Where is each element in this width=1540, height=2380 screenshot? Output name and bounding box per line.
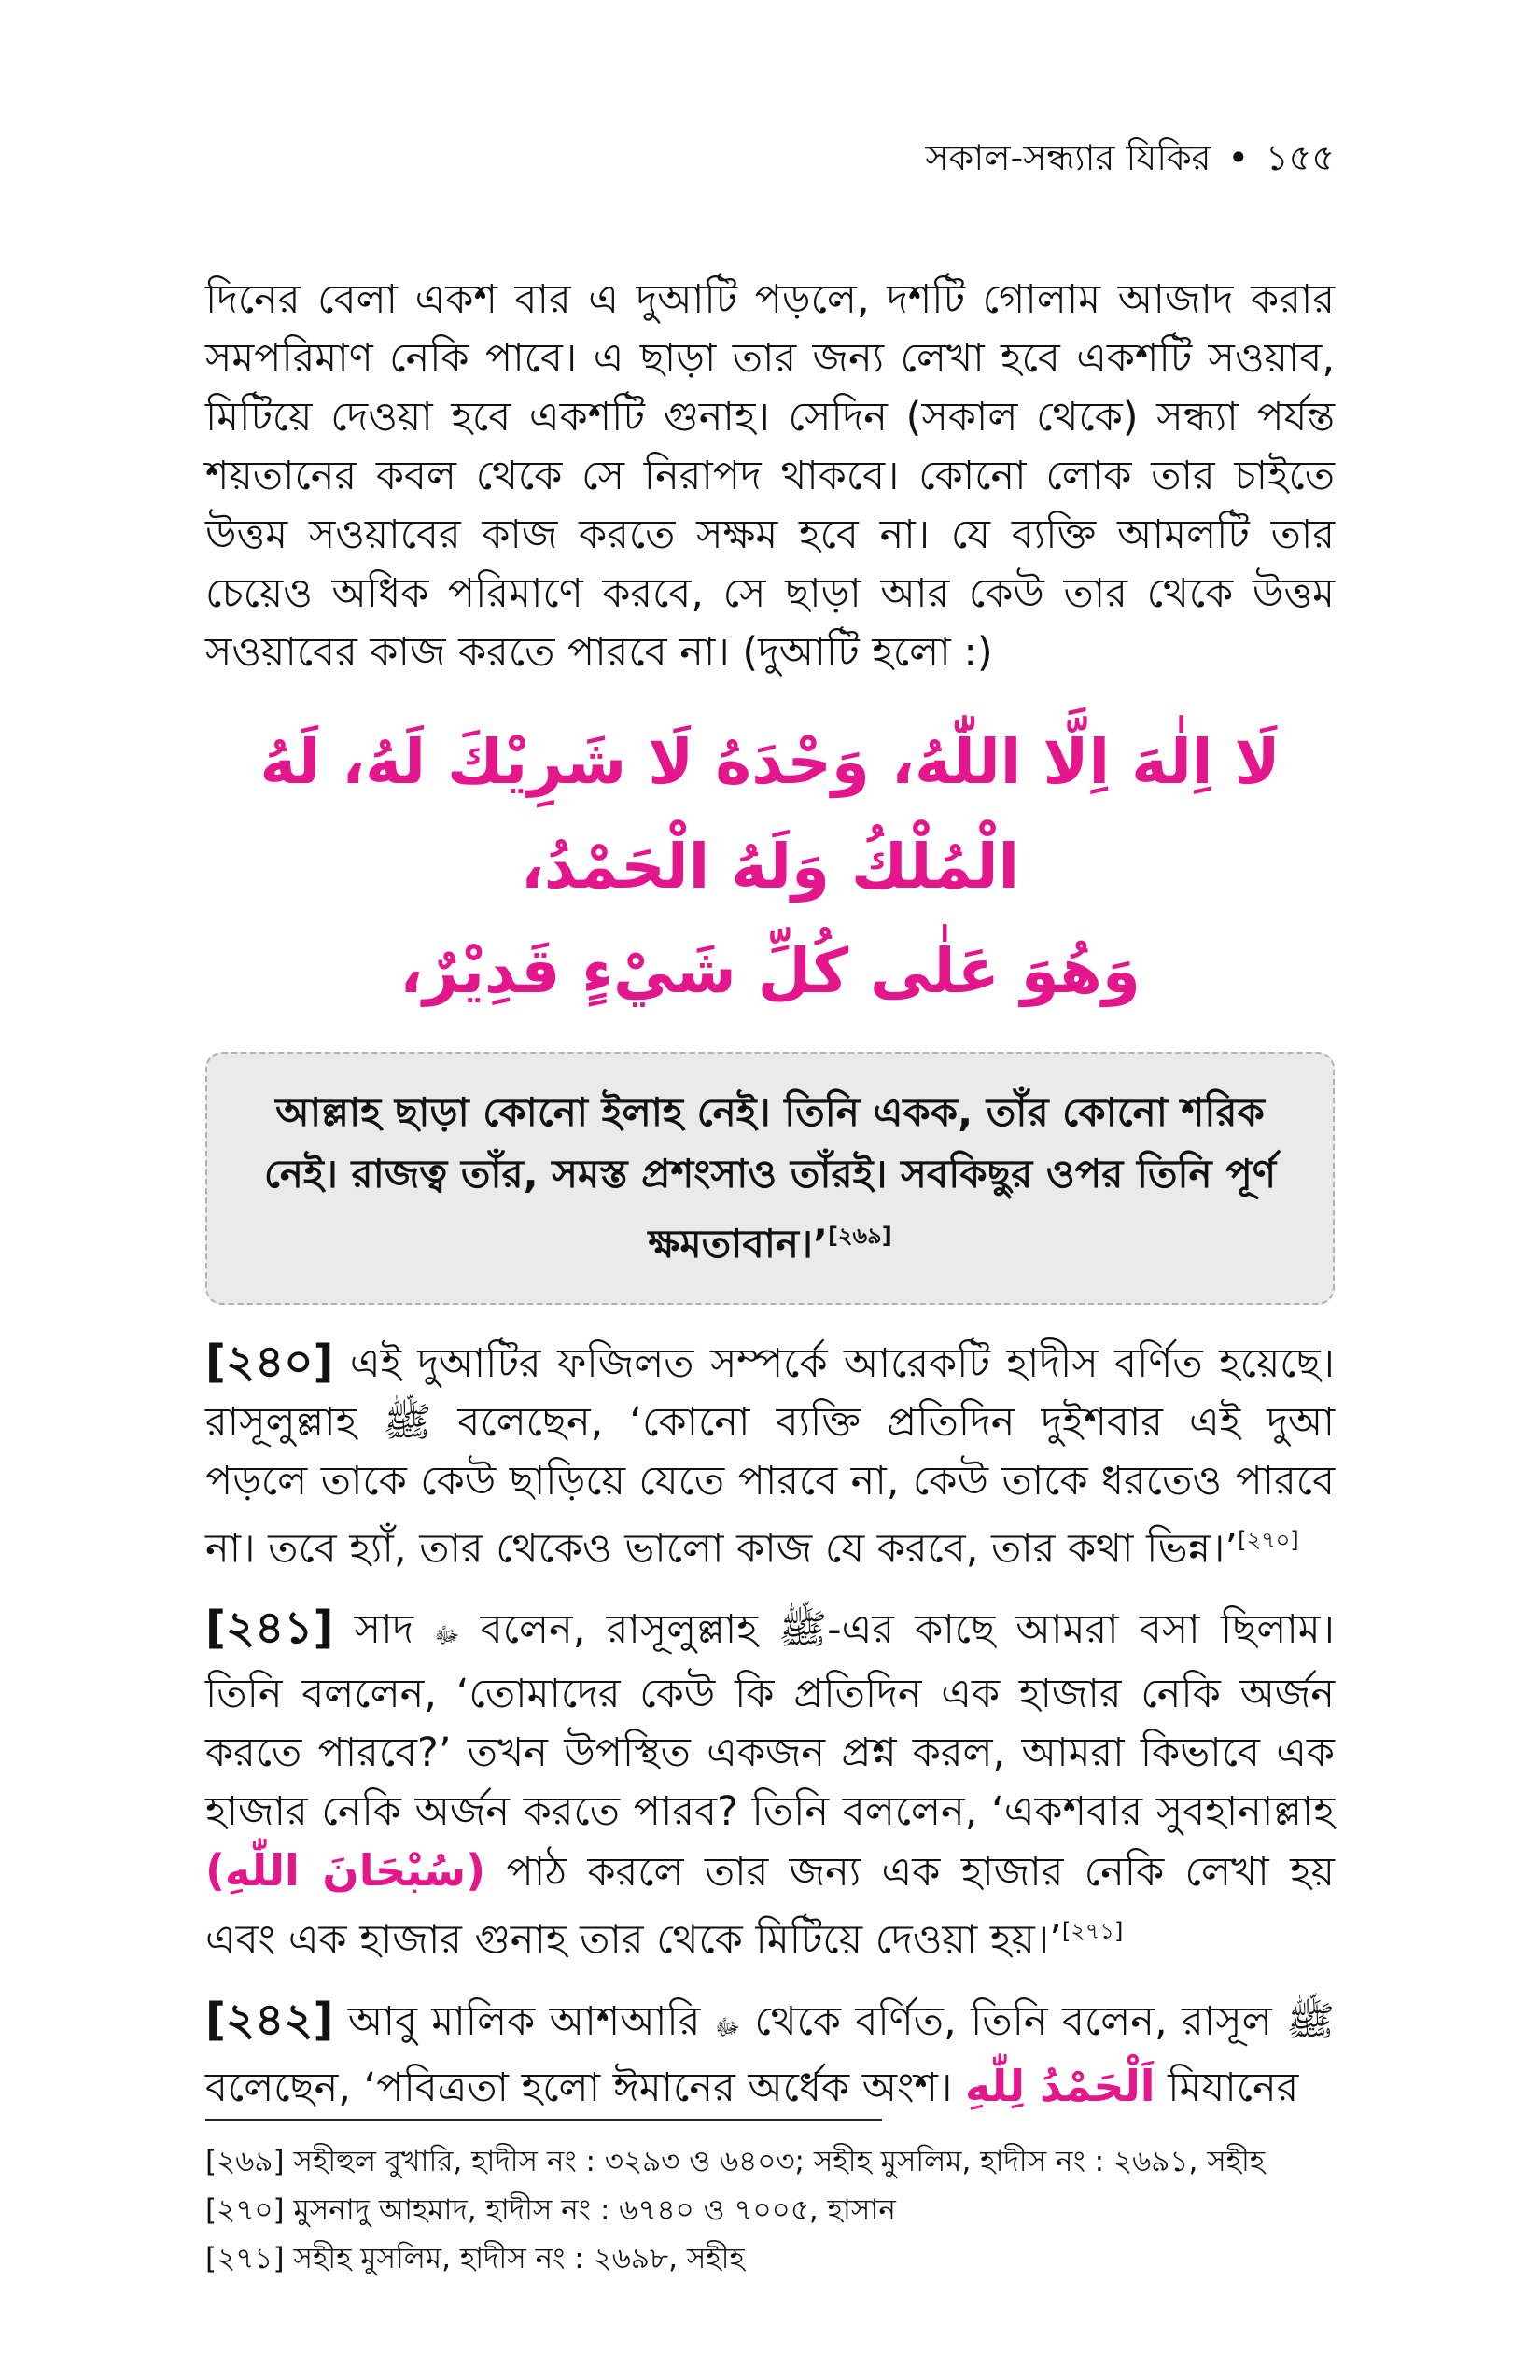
hadith-number: [২৪০] xyxy=(205,1336,334,1388)
arabic-alhamdulillah: اَلْحَمْدُ لِلّٰهِ xyxy=(965,2060,1155,2111)
page-number: ১৫৫ xyxy=(1266,137,1335,178)
hadith-text: সাদ xyxy=(354,1606,414,1654)
hadith-text: এই দুআটির ফজিলত সম্পর্কে আরেকটি হাদীস বর্ণিত হয়েছে। রাসূলুল্লাহ xyxy=(205,1340,1335,1446)
footnote-ref-269: [২৬৯] xyxy=(827,1223,892,1249)
hadith-text: বলেছেন, ‘পবিত্রতা হলো ঈমানের অর্ধেক অংশ। xyxy=(205,2064,953,2111)
salutation-icon: ﷺ xyxy=(778,1606,828,1654)
hadith-number: [২৪২] xyxy=(205,1993,334,2046)
hadith-text: বলেছেন, ‘কোনো ব্যক্তি প্রতিদিন দুইশবার এই দুআ পড়লে তাকে কেউ ছাড়িয়ে যেতে পারবে না, কেউ তাকে ধরতেও পারবে না। তবে হ্যাঁ, তার থেকেও ভালো কাজ যে করবে, তার কথা ভিন্ন।’ xyxy=(205,1399,1335,1573)
hadith-242 xyxy=(205,1991,1335,2118)
arabic-dua-line-1: لَا اِلٰهَ اِلَّا اللّٰهُ، وَحْدَهُ لَا شَرِيْكَ لَهُ، لَهُ الْمُلْكُ وَلَهُ الْحَمْدُ، xyxy=(259,726,1281,903)
arabic-subhanallah: (سُبْحَانَ اللّٰهِ) xyxy=(205,1845,486,1897)
hadith-text: আবু মালিক আশআরি xyxy=(347,1997,701,2045)
footnote-269: [২৬৯] সহীহুল বুখারি, হাদীস নং : ৩২৯৩ ও ৬৪০৩; সহীহ মুসলিম, হাদীস নং : ২৬৯১, সহীহ xyxy=(205,2145,1266,2178)
intro-paragraph: দিনের বেলা একশ বার এ দুআটি পড়লে, দশটি গোলাম আজাদ করার সমপরিমাণ নেকি পাবে। এ ছাড়া তার জন্য লেখা হবে একশটি সওয়াব, মিটিয়ে দেওয়া হবে একশটি গুনাহ। সেদিন (সকাল থেকে) সন্ধ্যা পর্যন্ত শয়তানের কবল থেকে সে নিরাপদ থাকবে। কোনো লোক তার চাইতে উত্তম সওয়াবের কাজ করতে সক্ষম হবে না। যে ব্যক্তি আমলটি তার চেয়েও অধিক পরিমাণে করবে, সে ছাড়া আর কেউ তার থেকে উত্তম সওয়াবের কাজ করতে পারবে না। (দুআটি হলো :) xyxy=(205,276,1335,676)
page-body xyxy=(205,271,1335,2138)
salutation-icon: ﷺ xyxy=(383,1399,432,1446)
footnotes xyxy=(205,2137,1335,2283)
arabic-dua xyxy=(205,710,1335,1024)
hadith-number: [২৪১] xyxy=(205,1602,334,1655)
translation-box xyxy=(205,1052,1335,1305)
hadith-text: থেকে বর্ণিত, তিনি বলেন, রাসূল xyxy=(754,1997,1272,2045)
hadith-240 xyxy=(205,1333,1335,1578)
hadith-text: পাঠ করলে তার জন্য এক হাজার নেকি লেখা হয় এবং এক হাজার গুনাহ তার থেকে মিটিয়ে দেওয়া হয়।’ xyxy=(205,1849,1335,1964)
footnote-ref-271: [২৭১] xyxy=(1061,1918,1124,1945)
hadith-text: -এর কাছে আমরা বসা ছিলাম। তিনি বললেন, ‘তোমাদের কেউ কি প্রতিদিন এক হাজার নেকি অর্জন করতে পারবে?’ তখন উপস্থিত একজন প্রশ্ন করল, আমরা কিভাবে এক হাজার নেকি অর্জন করতে পারব? তিনি বললেন, ‘একশবার সুবহানাল্লাহ xyxy=(205,1606,1336,1836)
arabic-dua-line-2: وَهُوَ عَلٰى كُلِّ شَيْءٍ قَدِيْرٌ، xyxy=(399,935,1141,1007)
footnote-divider xyxy=(205,2119,882,2121)
footnote-ref-270: [২৭০] xyxy=(1238,1527,1299,1553)
header-separator: • xyxy=(1227,137,1250,178)
salutation-icon: ﷺ xyxy=(1286,1997,1336,2045)
footnote-270: [২৭০] মুসনাদু আহমাদ, হাদীস নং : ৬৭৪০ ও ৭০০৫, হাসান xyxy=(205,2193,896,2227)
running-header xyxy=(205,131,1335,190)
radiallahu-icon: ﷻ xyxy=(434,1622,460,1649)
radiallahu-icon: ﷻ xyxy=(714,2013,740,2040)
hadith-text: মিযানের xyxy=(1168,2064,1299,2111)
translation-text: আল্লাহ ছাড়া কোনো ইলাহ নেই। তিনি একক, তাঁর কোনো শরিক নেই। রাজত্ব তাঁর, সমস্ত প্রশংসাও তাঁরই। সবকিছুর ওপর তিনি পূর্ণ ক্ষমতাবান।’ xyxy=(263,1089,1277,1267)
hadith-text: বলেন, রাসূলুল্লাহ xyxy=(480,1606,758,1654)
chapter-title: সকাল-সন্ধ্যার যিকির xyxy=(925,137,1211,178)
footnote-271: [২৭১] সহীহ মুসলিম, হাদীস নং : ২৬৯৮, সহীহ xyxy=(205,2242,745,2275)
hadith-241 xyxy=(205,1599,1335,1969)
